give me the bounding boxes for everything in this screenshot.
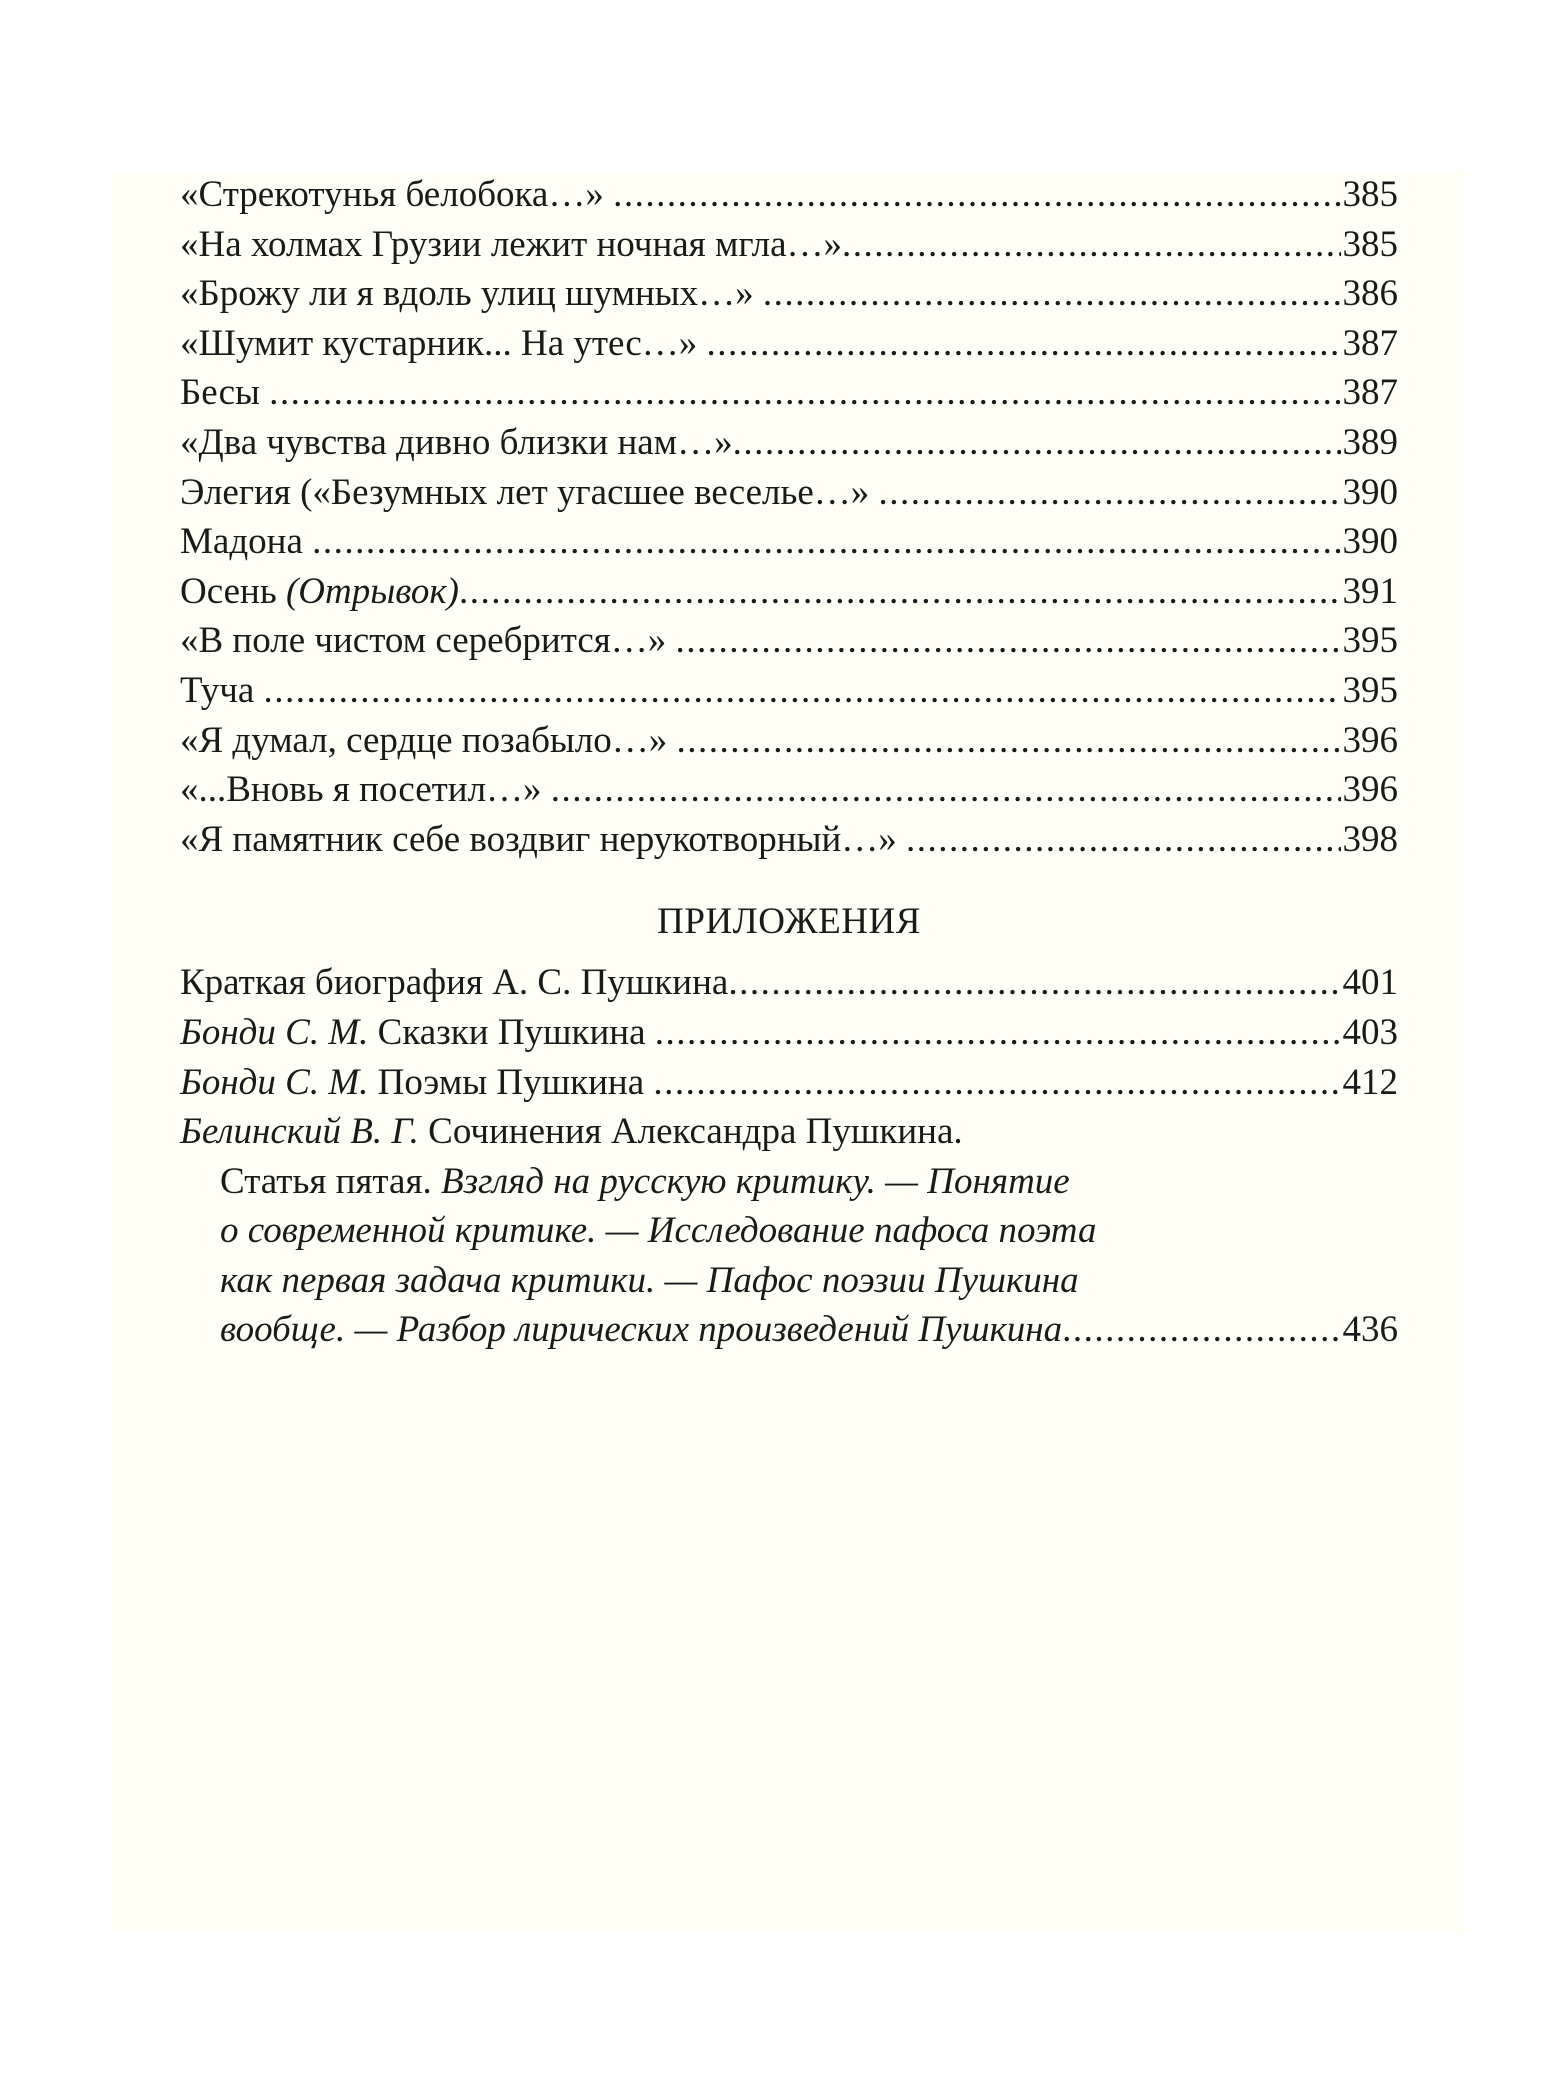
toc-entry-page: 395 xyxy=(1342,669,1398,711)
belinsky-line-2-italic: Взгляд на русскую критику. — Понятие xyxy=(440,1160,1070,1202)
toc-entry-page: 387 xyxy=(1342,372,1398,414)
appendix-entry-page: 403 xyxy=(1342,1011,1398,1053)
dot-leader xyxy=(551,765,1341,815)
toc-entry-page: 387 xyxy=(1342,322,1398,364)
toc-entry xyxy=(180,716,1398,766)
toc-entry-title: «Я думал, сердце позабыло…» xyxy=(180,719,677,761)
toc-entry-title: «...Вновь я посетил…» xyxy=(180,769,551,811)
appendix-entry-title: Краткая биография А. С. Пушкина xyxy=(180,962,729,1004)
toc-entry-title-plain: Осень xyxy=(180,570,286,612)
toc-entry-page: 396 xyxy=(1342,719,1398,761)
belinsky-title: Сочинения Александра Пушкина. xyxy=(418,1111,963,1153)
dot-leader xyxy=(733,418,1341,468)
dot-leader xyxy=(653,1058,1340,1108)
appendix-entry xyxy=(180,1058,1398,1108)
dot-leader xyxy=(906,815,1340,865)
toc-entry-page: 396 xyxy=(1342,769,1398,811)
appendix-entry xyxy=(180,958,1398,1008)
belinsky-line-4: как первая задача критики. — Пафос поэзии Пушкина xyxy=(220,1259,1079,1301)
dot-leader xyxy=(613,170,1340,220)
toc-entry-page: 391 xyxy=(1342,570,1398,612)
toc-entry-title: «В поле чистом серебрится…» xyxy=(180,620,676,662)
belinsky-page: 436 xyxy=(1342,1309,1398,1351)
toc-entry xyxy=(180,765,1398,815)
dot-leader xyxy=(655,1008,1341,1058)
toc-entry-page: 385 xyxy=(1342,174,1398,215)
toc-entry xyxy=(180,319,1398,369)
dot-leader xyxy=(312,517,1340,567)
dot-leader xyxy=(879,468,1341,518)
toc-entry xyxy=(180,815,1398,865)
belinsky-line-5 xyxy=(180,1305,1398,1355)
belinsky-line-2-plain: Статья пятая. xyxy=(220,1160,441,1202)
appendix-entry-author: Бонди С. М. xyxy=(180,1011,369,1053)
toc-entry-title: Туча xyxy=(180,669,264,711)
toc-entry-title: «Шумит кустарник... На утес…» xyxy=(180,322,707,364)
dot-leader xyxy=(763,269,1341,319)
toc-entry-page: 398 xyxy=(1342,818,1398,860)
toc-entry-title: Мадона xyxy=(180,521,313,563)
table-of-contents xyxy=(180,170,1398,1355)
dot-leader xyxy=(842,220,1340,270)
belinsky-author: Белинский В. Г. xyxy=(180,1111,419,1153)
appendix-entry-author: Бонди С. М. xyxy=(180,1061,369,1103)
toc-entry-title: «На холмах Грузии лежит ночная мгла…» xyxy=(180,223,843,265)
toc-entry xyxy=(180,418,1398,468)
toc-entry xyxy=(180,468,1398,518)
toc-entry xyxy=(180,220,1398,270)
appendix-entry-work: Сказки Пушкина xyxy=(368,1011,655,1053)
dot-leader xyxy=(1062,1305,1340,1355)
appendix-entry xyxy=(180,1008,1398,1058)
belinsky-line-1 xyxy=(180,1107,1398,1157)
appendix-entry-page: 401 xyxy=(1342,962,1398,1004)
toc-entry-title: Элегия («Безумных лет угасшее веселье…» xyxy=(180,471,879,513)
appendix-heading: ПРИЛОЖЕНИЯ xyxy=(657,901,921,943)
dot-leader xyxy=(264,666,1341,716)
toc-entry xyxy=(180,170,1398,220)
toc-entry xyxy=(180,567,1398,617)
appendix-entry-page: 412 xyxy=(1342,1061,1398,1103)
dot-leader xyxy=(676,716,1340,766)
toc-entry-page: 390 xyxy=(1342,521,1398,563)
toc-entry xyxy=(180,368,1398,418)
toc-entry xyxy=(180,269,1398,319)
toc-entry-title-italic: (Отрывок) xyxy=(285,570,459,612)
toc-entry-page: 386 xyxy=(1342,273,1398,315)
toc-entry-page: 395 xyxy=(1342,620,1398,662)
appendix-entry-work: Поэмы Пушкина xyxy=(368,1061,654,1103)
toc-entry-title: «Два чувства дивно близки нам…» xyxy=(180,421,733,463)
belinsky-line-5-text: вообще. — Разбор лирических произведений Пушкина xyxy=(220,1309,1063,1351)
appendix-entry-belinsky xyxy=(180,1107,1398,1355)
toc-entry xyxy=(180,666,1398,716)
dot-leader xyxy=(728,958,1340,1008)
dot-leader xyxy=(459,567,1341,617)
toc-entry xyxy=(180,616,1398,666)
toc-entry-page: 390 xyxy=(1342,471,1398,513)
dot-leader xyxy=(269,368,1340,418)
belinsky-line-2 xyxy=(180,1157,1398,1207)
toc-entry-title: «Я памятник себе воздвиг нерукотворный…» xyxy=(180,818,907,860)
toc-entry-title xyxy=(180,567,459,617)
dot-leader xyxy=(676,616,1341,666)
appendix-entry-title xyxy=(180,1058,653,1108)
toc-entry-title: Бесы xyxy=(180,372,270,414)
toc-entry-title: «Брожу ли я вдоль улиц шумных…» xyxy=(180,273,763,315)
appendix-entry-title xyxy=(180,1008,655,1058)
dot-leader xyxy=(707,319,1341,369)
toc-entry-page: 385 xyxy=(1342,223,1398,265)
belinsky-line-3: о современной критике. — Исследование пафоса поэта xyxy=(220,1210,1097,1252)
toc-entry xyxy=(180,517,1398,567)
toc-entry-title: «Стрекотунья белобока…» xyxy=(180,174,614,215)
toc-entry-page: 389 xyxy=(1342,421,1398,463)
